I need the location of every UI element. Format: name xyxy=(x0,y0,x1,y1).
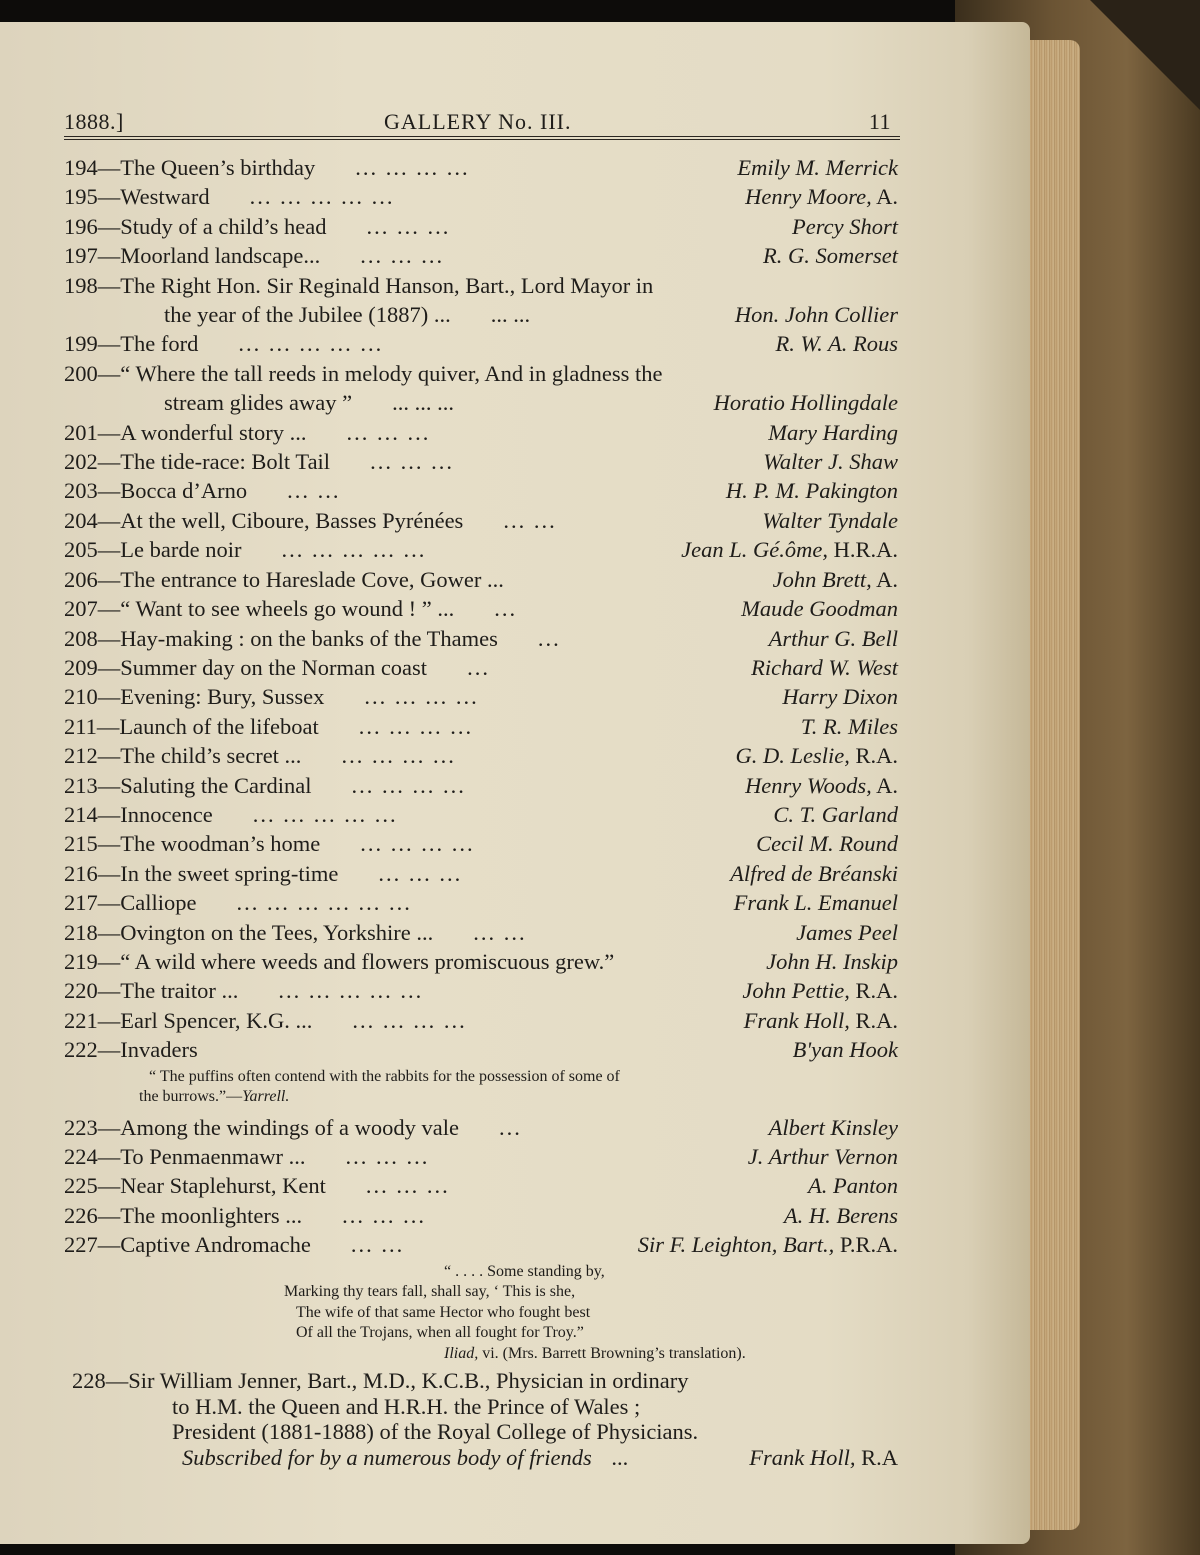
artist-name: Sir F. Leighton, Bart., xyxy=(637,1232,835,1258)
entry-artist xyxy=(745,182,898,211)
entry-artist xyxy=(749,1445,898,1471)
entry-title: 217—Calliope xyxy=(64,890,197,916)
header-rule xyxy=(64,136,900,137)
subscribed-text: Subscribed for by a numerous body of friends xyxy=(182,1444,592,1470)
leader-dots: ... ... ... ... ... xyxy=(249,184,395,210)
entry-artist xyxy=(808,1171,898,1200)
leader-dots: ... ... ... xyxy=(370,449,454,475)
artist-name: Henry Woods, xyxy=(745,772,872,798)
entry-title: 199—The ford xyxy=(64,331,199,357)
entry-title: 226—The moonlighters ... xyxy=(64,1202,303,1228)
entry-title: 208—Hay-making : on the banks of the Thames xyxy=(64,625,498,651)
poem-line: Marking thy tears fall, shall say, ‘ This is she, xyxy=(284,1283,576,1301)
artist-name: John Pettie, xyxy=(742,978,850,1004)
catalogue-entry xyxy=(64,976,898,1005)
artist-name: Albert Kinsley xyxy=(768,1114,898,1140)
artist-honours: A. xyxy=(871,566,898,592)
artist-name: James Peel xyxy=(796,919,898,945)
entry-artist xyxy=(745,771,898,800)
catalogue-entry xyxy=(64,565,898,594)
entry-title: 204—At the well, Ciboure, Basses Pyrénées xyxy=(64,507,464,533)
entry-title: 224—To Penmaenmawr ... xyxy=(64,1144,306,1169)
entry-title: 215—The woodman’s home xyxy=(64,831,321,857)
artist-name: Maude Goodman xyxy=(741,596,898,622)
entry-artist xyxy=(766,947,898,976)
entry-artist xyxy=(762,506,898,535)
entry-artist xyxy=(741,594,898,623)
entry-title-continued-text: the year of the Jubilee (1887) ... xyxy=(164,302,451,328)
entry-title: 214—Innocence xyxy=(64,801,213,827)
artist-name: Arthur G. Bell xyxy=(768,625,898,651)
entry-artist xyxy=(751,653,898,682)
entry-line: to H.M. the Queen and H.R.H. the Prince of Wales ; xyxy=(172,1393,641,1419)
artist-name: John H. Inskip xyxy=(766,948,898,974)
catalogue-entry xyxy=(64,1006,898,1035)
entry-title-line xyxy=(64,1171,898,1200)
poem-line: The wife of that same Hector who fought best xyxy=(296,1303,591,1321)
entry-title: 222—Invaders xyxy=(64,1037,198,1063)
poem-citation xyxy=(284,1344,898,1365)
andromache-poem xyxy=(64,1260,898,1369)
leader-dots: ... ... ... ... ... xyxy=(278,978,424,1004)
artist-name: J. Arthur Vernon xyxy=(747,1144,898,1169)
artist-honours: A. xyxy=(871,772,898,798)
leader-dots: ... ... ... ... ... ... xyxy=(236,890,412,916)
artist-name: Emily M. Merrick xyxy=(737,155,898,180)
artist-name: G. D. Leslie, xyxy=(735,743,850,769)
entry-artist xyxy=(768,418,898,447)
catalogue-entry xyxy=(64,418,898,447)
artist-name: Cecil M. Round xyxy=(756,831,898,857)
artist-name: Richard W. West xyxy=(751,654,898,680)
poem-line: “ . . . . Some standing by, xyxy=(444,1262,605,1280)
artist-name: R. G. Somerset xyxy=(763,243,898,269)
catalogue-entry xyxy=(64,859,898,888)
artist-honours: A. xyxy=(871,184,898,210)
artist-honours: H.R.A. xyxy=(827,537,898,563)
leader-dots: ... ... ... ... xyxy=(352,1007,467,1033)
entry-title: 195—Westward xyxy=(64,184,210,210)
catalogue-entry xyxy=(64,506,898,535)
entry-artist xyxy=(801,712,898,741)
entry-artist xyxy=(784,1201,898,1230)
entry-title-line xyxy=(64,359,898,388)
artist-name: Percy Short xyxy=(791,213,898,239)
catalogue-entry xyxy=(64,329,898,358)
entry-title: 194—The Queen’s birthday xyxy=(64,155,316,180)
entry-title: 221—Earl Spencer, K.G. ... xyxy=(64,1007,313,1033)
citation-text: vi. (Mrs. Barrett Browning’s translation). xyxy=(478,1344,746,1362)
leader-dots: ... xyxy=(498,1114,522,1140)
artist-honours: P.R.A. xyxy=(834,1232,898,1258)
catalogue-entry xyxy=(64,153,898,182)
entry-artist xyxy=(726,476,898,505)
invaders-quote-line xyxy=(139,1087,898,1107)
entry-title: 210—Evening: Bury, Sussex xyxy=(64,684,325,710)
entry-artist xyxy=(737,153,898,182)
entry-artist xyxy=(782,682,898,711)
entry-title-continued-text: stream glides away ” xyxy=(164,390,353,416)
catalogue-entry xyxy=(64,241,898,270)
leader-dots: ... ... ... xyxy=(378,860,463,886)
entry-artist xyxy=(796,918,898,947)
catalogue-entry xyxy=(64,1201,898,1230)
leader-dots: ... xyxy=(537,625,561,651)
entry-artist xyxy=(763,241,898,270)
leader-dots: ... ... ... xyxy=(366,213,451,239)
entry-228 xyxy=(64,1368,898,1470)
catalogue-entry xyxy=(64,624,898,653)
catalogue-entry xyxy=(64,712,898,741)
artist-name: A. H. Berens xyxy=(783,1202,898,1228)
leader-dots: ... ... ... xyxy=(360,243,445,269)
leader-dots: ... ... ... ... xyxy=(351,772,466,798)
catalogue-entry xyxy=(64,682,898,711)
leader-dots: ... ... xyxy=(503,507,557,533)
leader-dots: ... ... ... xyxy=(392,390,454,416)
entry-title: 200—“ Where the tall reeds in melody quiver, And in gladness the xyxy=(64,360,663,386)
artist-name: B'yan Hook xyxy=(792,1037,898,1063)
catalogue-entry xyxy=(64,594,898,623)
artist-name: T. R. Miles xyxy=(800,713,898,739)
entry-artist xyxy=(735,741,898,770)
entry-title-line xyxy=(64,1201,898,1230)
entry-title: 223—Among the windings of a woody vale xyxy=(64,1114,459,1140)
entry-title: 220—The traitor ... xyxy=(64,978,239,1004)
quote-author: Yarrell. xyxy=(242,1087,290,1105)
entry-title: 227—Captive Andromache xyxy=(64,1232,311,1258)
header-year: 1888.] xyxy=(64,109,124,134)
leader-dots: ... ... ... xyxy=(346,419,431,445)
leader-dots: ... ... ... ... ... xyxy=(252,801,398,827)
catalogue-entry xyxy=(64,182,898,211)
catalogue-entry xyxy=(64,888,898,917)
entry-artist xyxy=(792,212,898,241)
entry-title-line xyxy=(64,271,898,300)
leader-dots: ... ... ... ... xyxy=(360,831,475,857)
entry-artist xyxy=(773,565,898,594)
header-rule-double xyxy=(64,139,900,140)
invaders-quote xyxy=(64,1065,898,1113)
catalogue-entry xyxy=(64,653,898,682)
leader-dots: ... ... ... xyxy=(365,1173,450,1199)
leader-dots: ... ... ... ... ... xyxy=(238,331,384,357)
leader-dots: ... ... ... ... xyxy=(341,743,456,769)
page-header xyxy=(64,105,899,137)
entry-title: 219—“ A wild where weeds and flowers promiscuous grew.” xyxy=(64,948,615,974)
entry-artist xyxy=(730,859,898,888)
entry-artist xyxy=(638,1230,898,1259)
leader-dots: ... ... ... xyxy=(342,1202,426,1228)
artist-name: Frank Holl, xyxy=(749,1444,856,1470)
artist-name: Frank Holl, xyxy=(743,1007,850,1033)
leader-dots: ... ... xyxy=(473,919,527,945)
leader-dots: ... ... xyxy=(350,1232,405,1258)
catalogue-entry xyxy=(64,918,898,947)
catalogue-entry xyxy=(64,271,898,330)
entry-artist xyxy=(756,829,898,858)
entry-title-line xyxy=(64,712,898,741)
quote-text: the burrows.”— xyxy=(139,1087,243,1105)
leader-dots: ... ... ... ... xyxy=(364,684,479,710)
entry-title-line xyxy=(64,329,898,358)
artist-honours: R.A xyxy=(855,1444,898,1470)
subscribed-line xyxy=(72,1445,898,1471)
entry-title: 196—Study of a child’s head xyxy=(64,213,327,239)
artist-honours: R.A. xyxy=(849,1007,898,1033)
artist-honours: R.A. xyxy=(849,743,898,769)
entry-title: 218—Ovington on the Tees, Yorkshire ... xyxy=(64,919,434,945)
catalogue-entry xyxy=(64,1035,898,1064)
entry-title: 198—The Right Hon. Sir Reginald Hanson, Bart., Lord Mayor in xyxy=(64,272,654,298)
entry-title: 211—Launch of the lifeboat xyxy=(64,713,319,739)
entry-line: 228—Sir William Jenner, Bart., M.D., K.C.B., Physician in ordinary xyxy=(72,1368,689,1394)
catalogue-entry xyxy=(64,359,898,418)
catalogue-entry xyxy=(64,771,898,800)
artist-name: Walter Tyndale xyxy=(762,507,898,533)
artist-name: Mary Harding xyxy=(768,419,898,445)
entry-artist xyxy=(735,300,898,329)
artist-name: C. T. Garland xyxy=(773,801,898,827)
artist-name: H. P. M. Pakington xyxy=(725,478,898,504)
artist-honours: R.A. xyxy=(849,978,898,1004)
leader-dots: ... ... ... xyxy=(345,1144,430,1169)
entry-title: 209—Summer day on the Norman coast xyxy=(64,654,428,680)
entry-title-line xyxy=(64,918,898,947)
entry-title: 207—“ Want to see wheels go wound ! ” ... xyxy=(64,596,455,622)
entry-title: 206—The entrance to Hareslade Cove, Gower ... xyxy=(64,566,504,592)
entry-title: 212—The child’s secret ... xyxy=(64,743,302,769)
artist-name: Jean L. Gé.ôme, xyxy=(681,537,828,563)
entry-title: 202—The tide-race: Bolt Tail xyxy=(64,449,331,475)
catalogue-entry xyxy=(64,800,898,829)
leader-dots: ... ... ... ... xyxy=(355,155,470,180)
entry-title-line xyxy=(64,682,898,711)
entry-artist xyxy=(744,1006,898,1035)
catalogue-entry xyxy=(64,1171,898,1200)
artist-name: Frank L. Emanuel xyxy=(733,890,898,916)
catalogue-entry xyxy=(64,535,898,564)
leader-dots: ... xyxy=(467,654,490,680)
entry-artist xyxy=(763,447,898,476)
entry-title: 213—Saluting the Cardinal xyxy=(64,772,312,798)
catalogue-entry xyxy=(64,829,898,858)
catalogue-entry xyxy=(64,447,898,476)
invaders-quote-line: “ The puffins often contend with the rabbits for the possession of some of xyxy=(149,1067,620,1085)
entry-title: 205—Le barde noir xyxy=(64,537,242,563)
leader-dots: ... ... ... ... xyxy=(358,713,474,739)
artist-name: Henry Moore, xyxy=(745,184,872,210)
entry-title-line xyxy=(64,212,898,241)
entry-line: President (1881-1888) of the Royal College of Physicians. xyxy=(172,1419,699,1445)
entry-artist xyxy=(748,1142,898,1171)
entry-artist xyxy=(681,535,898,564)
entry-title: 203—Bocca d’Arno xyxy=(64,478,248,504)
leader-dots: ... ... xyxy=(490,302,531,328)
artist-name: R. W. A. Rous xyxy=(775,331,898,357)
entry-artist xyxy=(773,800,898,829)
entry-title: 225—Near Staplehurst, Kent xyxy=(64,1173,326,1199)
catalogue-entry xyxy=(64,741,898,770)
catalogue-entry xyxy=(64,212,898,241)
catalogue-entry xyxy=(64,947,898,976)
artist-name: Horatio Hollingdale xyxy=(713,390,898,416)
entry-title-line xyxy=(64,1035,898,1064)
entry-artist xyxy=(793,1035,898,1064)
leader-dots: ... ... xyxy=(287,478,341,504)
artist-name: John Brett, xyxy=(772,566,872,592)
entry-title: 201—A wonderful story ... xyxy=(64,419,307,445)
citation-title: Iliad, xyxy=(444,1344,479,1362)
entry-title: 216—In the sweet spring-time xyxy=(64,860,339,886)
page-number: 11 xyxy=(868,109,891,134)
artist-name: Harry Dixon xyxy=(782,684,898,710)
entry-list xyxy=(64,153,898,1470)
entry-artist xyxy=(775,329,898,358)
entry-artist xyxy=(769,624,898,653)
entry-title: 197—Moorland landscape... xyxy=(64,243,321,269)
entry-artist xyxy=(742,976,898,1005)
artist-name: Hon. John Collier xyxy=(734,302,898,328)
header-title: GALLERY No. III. xyxy=(384,109,572,134)
leader-dots: ... xyxy=(611,1444,629,1470)
artist-name: Alfred de Bréanski xyxy=(730,860,898,886)
leader-dots: ... xyxy=(494,596,518,622)
artist-name: A. Panton xyxy=(808,1173,898,1199)
catalogue-entry xyxy=(64,1142,898,1171)
catalogue-entry xyxy=(64,1230,898,1259)
leader-dots: ... ... ... ... ... xyxy=(281,537,427,563)
entry-artist xyxy=(714,388,898,417)
catalogue-entry xyxy=(64,476,898,505)
poem-line: Of all the Trojans, when all fought for Troy.” xyxy=(296,1324,584,1342)
entry-artist xyxy=(769,1113,898,1142)
artist-name: Walter J. Shaw xyxy=(763,449,898,475)
catalogue-entry xyxy=(64,1113,898,1142)
entry-artist xyxy=(734,888,898,917)
